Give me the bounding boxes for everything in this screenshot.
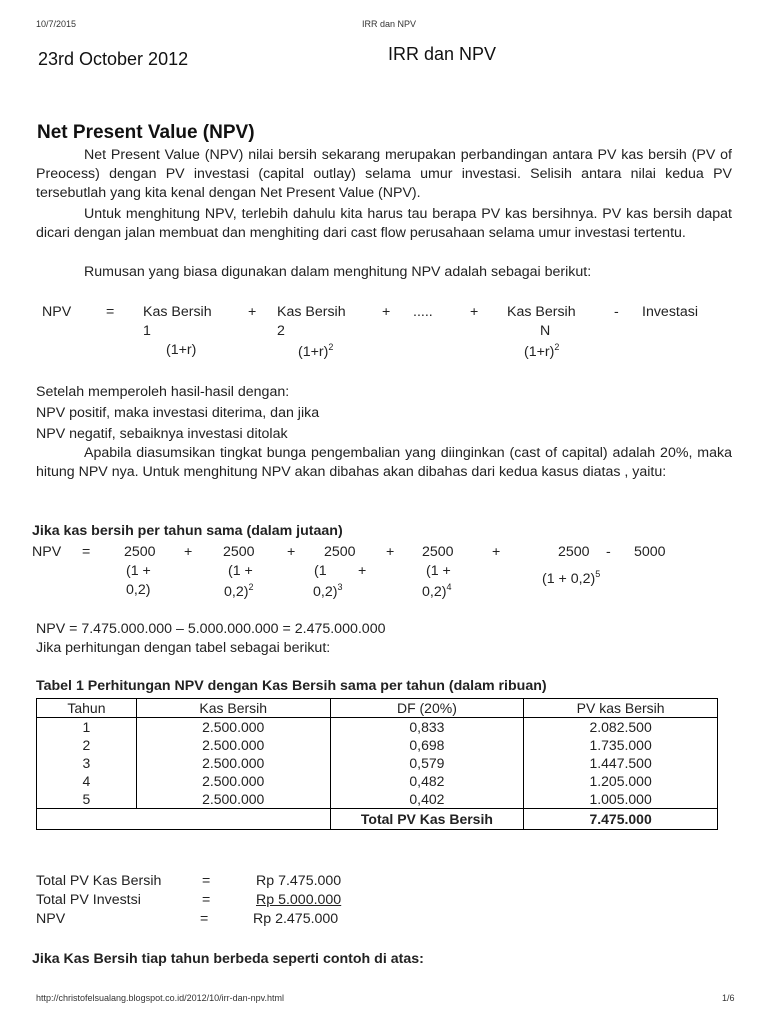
paragraph-1: Net Present Value (NPV) nilai bersih sekarang merupakan perbandingan antara PV kas bersih (PV of Preocess) dengan PV investasi (capital outlay) selama umur investasi. Selisih antara nilai kedua PV tersebutlah yang kita kenal dengan Net Present Value (NPV). (36, 147, 732, 201)
example-value-1: 2500 (124, 544, 156, 560)
table-cell: 1.205.000 (524, 772, 718, 790)
summary-label: NPV (36, 911, 66, 927)
formula-investasi: Investasi (642, 304, 698, 320)
table-row (37, 754, 718, 772)
table-cell: 0,482 (330, 772, 524, 790)
after-line-3: NPV negatif, sebaiknya investasi ditolak (36, 426, 288, 442)
summary-eq: = (202, 873, 211, 889)
table-row (37, 718, 718, 737)
table-cell: 3 (37, 754, 137, 772)
example-eq: = (82, 544, 91, 560)
table-total-label: Total PV Kas Bersih (330, 809, 524, 830)
table-cell: 1.005.000 (524, 790, 718, 809)
table-total-value: 7.475.000 (524, 809, 718, 830)
summary-eq: = (200, 911, 209, 927)
formula-term-2-sub: 2 (277, 323, 285, 339)
summary-eq: = (202, 892, 211, 908)
formula-plus-1: + (248, 304, 257, 320)
table-cell: 2.082.500 (524, 718, 718, 737)
formula-term-1: Kas Bersih (143, 304, 212, 320)
example-plus-3: + (386, 544, 395, 560)
table-cell: 5 (37, 790, 137, 809)
example-den-4a: (1 + (426, 563, 451, 579)
table-cell: 2.500.000 (136, 754, 330, 772)
summary-label: Total PV Kas Bersih (36, 873, 162, 889)
formula-term-1-den: (1+r) (166, 342, 197, 358)
summary-value: Rp 5.000.000 (256, 892, 342, 908)
formula-term-n: Kas Bersih (507, 304, 576, 320)
example-plus-4: + (492, 544, 501, 560)
header-pv-kas-bersih: PV kas Bersih (524, 699, 718, 718)
formula-minus: - (614, 304, 619, 320)
case-1-title: Jika kas bersih per tahun sama (dalam jutaan) (32, 523, 343, 539)
table-row (37, 790, 718, 809)
header-tahun: Tahun (37, 699, 137, 718)
formula-term-2: Kas Bersih (277, 304, 346, 320)
formula-term-2-den: $(1+r)^2$ (298, 342, 334, 360)
footer-url[interactable]: http://christofelsualang.blogspot.co.id/2012/10/irr-dan-npv.html (36, 993, 284, 1003)
table-cell: 2.500.000 (136, 772, 330, 790)
table-intro: Jika perhitungan dengan tabel sebagai berikut: (36, 640, 331, 656)
example-value-3: 2500 (324, 544, 356, 560)
table-cell: 2.500.000 (136, 790, 330, 809)
npv-table (36, 698, 718, 830)
example-den-2a: (1 + (228, 563, 253, 579)
table-row (37, 772, 718, 790)
table-header-row (37, 699, 718, 718)
example-den-3a: (1 (314, 563, 327, 579)
formula-plus-2: + (382, 304, 391, 320)
paragraph-4: Apabila diasumsikan tingkat bunga pengembalian yang diinginkan (cast of capital) adalah 20%, maka hitung NPV nya. Untuk menghitung NPV akan dibahas akan dibahas dari kedua kasus diatas , yaitu: (36, 445, 732, 480)
table-total-blank (37, 809, 331, 830)
summary-value: Rp 2.475.000 (253, 911, 339, 927)
table-cell: 0,402 (330, 790, 524, 809)
example-npv: NPV (32, 544, 62, 560)
post-date: 23rd October 2012 (38, 49, 189, 69)
footer-page: 1/6 (722, 993, 735, 1003)
example-value-2: 2500 (223, 544, 255, 560)
table-cell: 2.500.000 (136, 736, 330, 754)
formula-term-n-den: $(1+r)^2$ (524, 342, 560, 360)
table-cell: 0,579 (330, 754, 524, 772)
print-title: IRR dan NPV (362, 19, 417, 29)
example-plus-2: + (287, 544, 296, 560)
table-title: Tabel 1 Perhitungan NPV dengan Kas Bersih sama per tahun (dalam ribuan) (36, 678, 547, 694)
paragraph-2: Untuk menghitung NPV, terlebih dahulu kita harus tau berapa PV kas bersihnya. PV kas bersih dapat dicari dengan jalan membuat dan menghiting dari cast flow perusahaan selama umur investasi tertentu. (36, 206, 732, 241)
example-den-2b: 0,2)$^2$ (224, 582, 254, 600)
formula-npv: NPV (42, 304, 72, 320)
case-2-title: Jika Kas Bersih tiap tahun berbeda seperti contoh di atas: (32, 951, 424, 967)
table-cell: 0,698 (330, 736, 524, 754)
table-row (37, 736, 718, 754)
example-investasi: 5000 (634, 544, 666, 560)
table-cell: 1.447.500 (524, 754, 718, 772)
formula-eq: = (106, 304, 115, 320)
formula-dots: ..... (413, 304, 433, 320)
table-cell: 2.500.000 (136, 718, 330, 737)
print-date: 10/7/2015 (36, 19, 77, 29)
example-value-4: 2500 (422, 544, 454, 560)
example-den-4b: 0,2)$^4$ (422, 582, 452, 600)
table-total-row (37, 809, 718, 830)
example-plus-1: + (184, 544, 193, 560)
summary-label: Total PV Investsi (36, 892, 141, 908)
formula-term-n-sub: N (540, 323, 551, 339)
example-den-1a: (1 + (126, 563, 151, 579)
post-title: IRR dan NPV (388, 44, 497, 64)
summary-value: Rp 7.475.000 (256, 873, 342, 889)
table-cell: 2 (37, 736, 137, 754)
paragraph-3: Rumusan yang biasa digunakan dalam menghitung NPV adalah sebagai berikut: (84, 264, 592, 280)
npv-result: NPV = 7.475.000.000 – 5.000.000.000 = 2.475.000.000 (36, 621, 386, 637)
example-value-5: 2500 (558, 544, 590, 560)
section-title: Net Present Value (NPV) (37, 122, 255, 143)
example-minus: - (606, 544, 611, 560)
table-cell: 4 (37, 772, 137, 790)
header-kas-bersih: Kas Bersih (136, 699, 330, 718)
after-line-2: NPV positif, maka investasi diterima, dan jika (36, 405, 320, 421)
example-den-3b: 0,2)$^3$ (313, 582, 343, 600)
table-cell: 1 (37, 718, 137, 737)
header-df: DF (20%) (330, 699, 524, 718)
after-line-1: Setelah memperoleh hasil-hasil dengan: (36, 384, 290, 400)
example-den-5: $(1 + 0,2)^5$ (542, 569, 601, 587)
table-cell: 0,833 (330, 718, 524, 737)
formula-plus-3: + (470, 304, 479, 320)
example-den-1b: 0,2) (126, 582, 151, 598)
example-den-3p: + (358, 563, 367, 579)
formula-term-1-sub: 1 (143, 323, 151, 339)
table-cell: 1.735.000 (524, 736, 718, 754)
